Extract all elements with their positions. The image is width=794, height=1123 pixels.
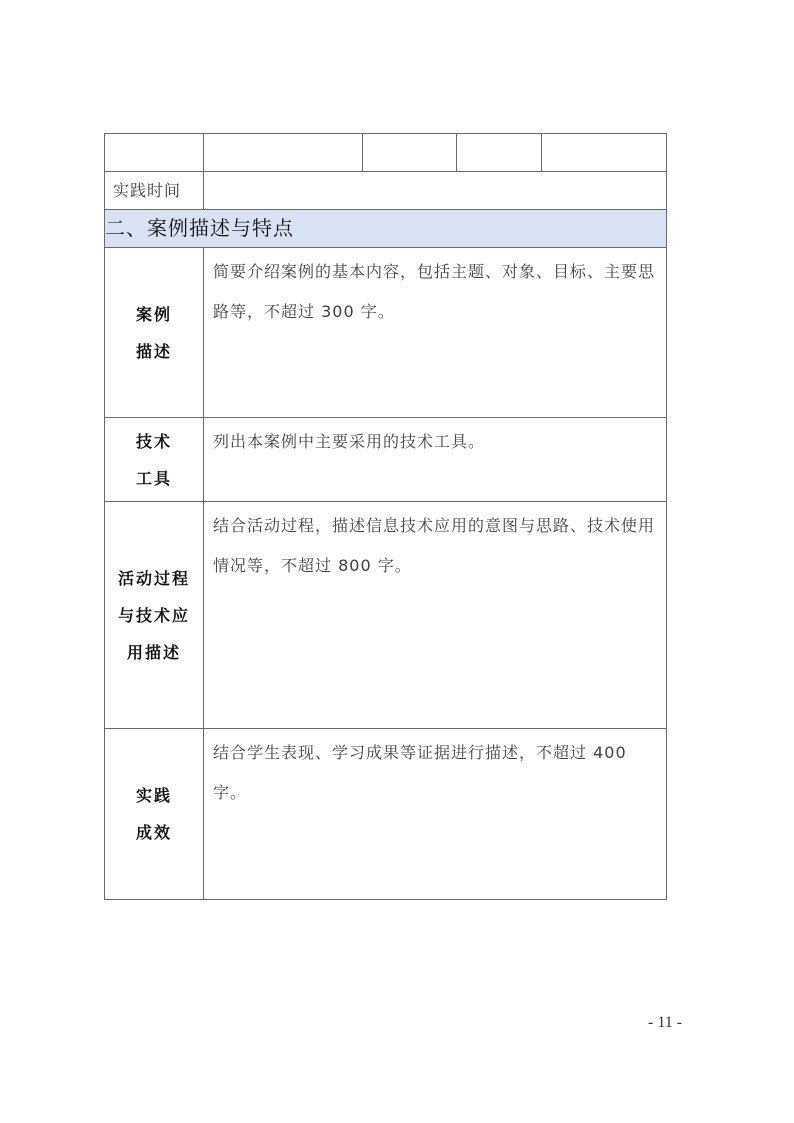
row-label-line: 活动过程 (117, 568, 190, 588)
practice-time-label: 实践时间 (113, 181, 182, 200)
case-form-table (104, 133, 667, 900)
row-label-line: 用描述 (126, 642, 181, 662)
row-label-line: 案例 (135, 304, 172, 324)
case-description-text: 简要介绍案例的基本内容，包括主题、对象、目标、主要思路等，不超过 300 字。 (213, 262, 656, 321)
blank-cell (363, 134, 457, 172)
practice-time-label-cell (105, 172, 204, 210)
blank-cell (457, 134, 542, 172)
row-label-line: 成效 (135, 823, 172, 842)
case-description-row (105, 248, 667, 418)
practice-results-row (105, 729, 667, 900)
row-label-line: 技术 (135, 431, 172, 451)
section-heading: 二、案例描述与特点 (105, 210, 667, 248)
tech-tools-content-cell (204, 418, 667, 502)
row-label-line: 工具 (135, 468, 172, 488)
section-heading-row (105, 210, 667, 248)
practice-time-value-cell (204, 172, 667, 210)
practice-results-content-cell (204, 729, 667, 900)
practice-time-row (105, 172, 667, 210)
activity-process-content-cell (204, 502, 667, 729)
activity-process-label-cell (105, 502, 204, 729)
row-label-line: 描述 (135, 341, 172, 361)
tech-tools-row (105, 418, 667, 502)
page-number: - 11 - (648, 1014, 683, 1031)
activity-process-text: 结合活动过程，描述信息技术应用的意图与思路、技术使用情况等，不超过 800 字。 (213, 516, 656, 575)
tech-tools-text: 列出本案例中主要采用的技术工具。 (213, 432, 486, 451)
practice-results-text: 结合学生表现、学习成果等证据进行描述，不超过 400 字。 (213, 743, 627, 802)
blank-cell (105, 134, 204, 172)
blank-cell (542, 134, 667, 172)
blank-info-row (105, 134, 667, 172)
tech-tools-label-cell (105, 418, 204, 502)
row-label-line: 与技术应 (117, 605, 190, 625)
case-description-label-cell (105, 248, 204, 418)
practice-results-label-cell (105, 729, 204, 900)
blank-cell (204, 134, 363, 172)
row-label-line: 实践 (135, 786, 172, 805)
activity-process-row (105, 502, 667, 729)
case-description-content-cell (204, 248, 667, 418)
